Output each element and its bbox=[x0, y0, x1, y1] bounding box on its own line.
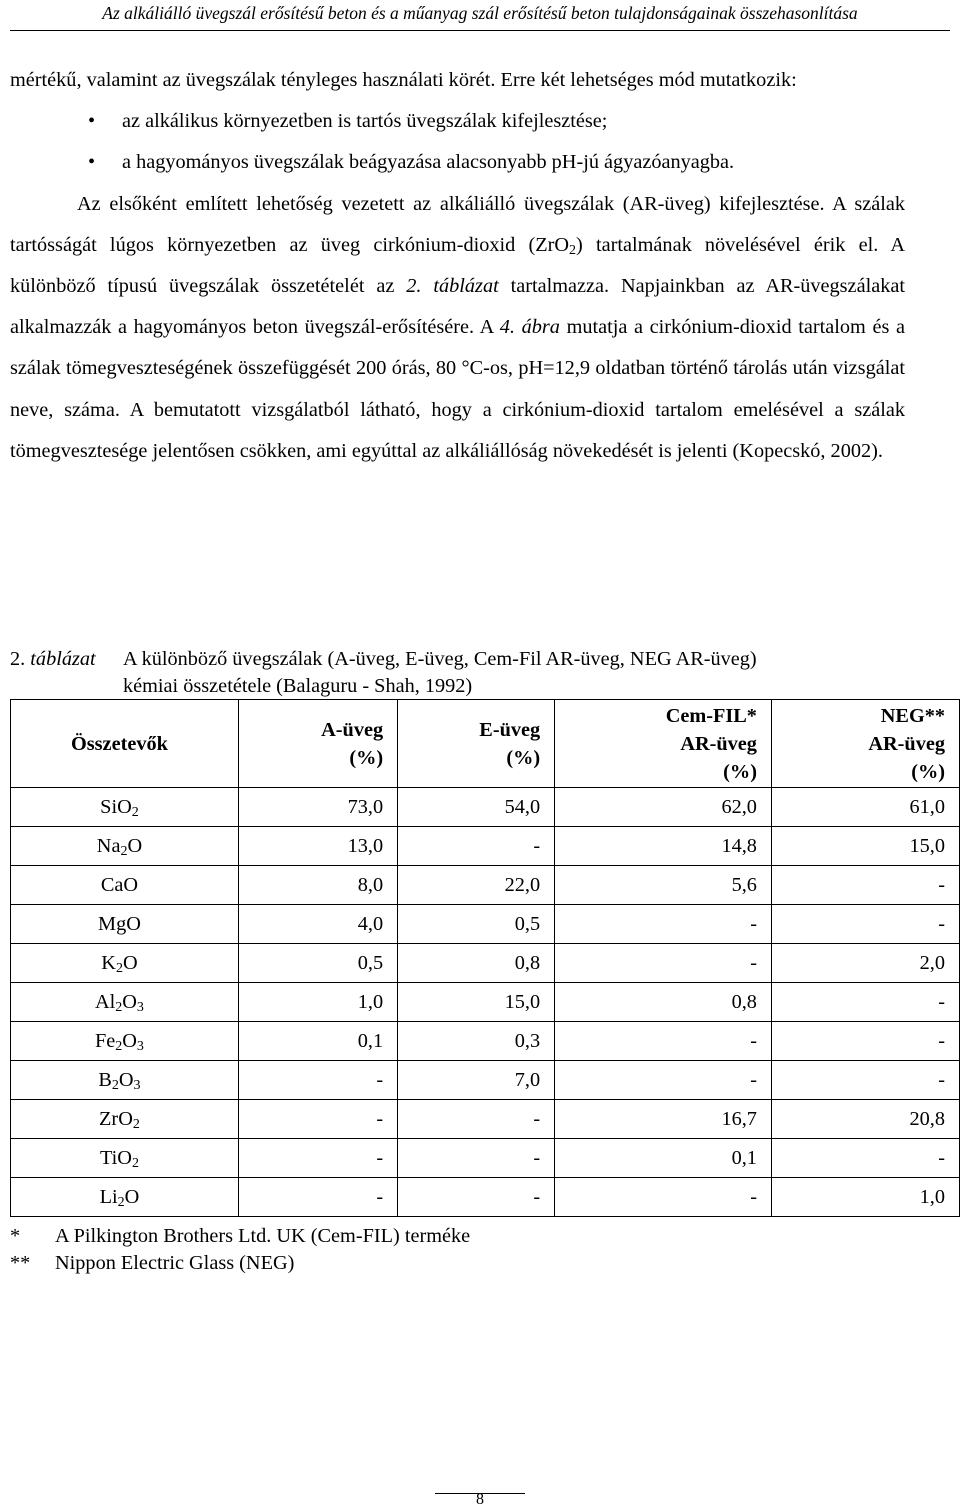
formula-part: ZrO bbox=[99, 1107, 133, 1130]
formula-part: 3 bbox=[136, 999, 144, 1015]
table-caption bbox=[10, 646, 920, 700]
bullet-icon: • bbox=[88, 110, 96, 133]
value-cell: - bbox=[771, 1139, 959, 1178]
formula-part: 2 bbox=[131, 804, 139, 820]
table-row bbox=[11, 1178, 960, 1217]
value-cell: 0,5 bbox=[238, 944, 397, 983]
formula-part: B bbox=[98, 1068, 112, 1091]
paragraph-2-part-a: Az elsőként említett lehetőség vezetett az alkáliálló üvegszálak (AR-üveg) kifejlesztése. A szálak tartósságát lúgos környezetben az üveg cirkónium-dioxid (ZrO bbox=[10, 192, 905, 256]
value-cell: 1,0 bbox=[238, 983, 397, 1022]
table-reference: 2. táblázat bbox=[406, 275, 499, 298]
bullet-text: a hagyományos üvegszálak beágyazása alacsonyabb pH-jú ágyazóanyagba. bbox=[122, 151, 735, 174]
paragraph-1: mértékű, valamint az üvegszálak tényleges használati körét. Erre két lehetséges mód mutatkozik: bbox=[10, 69, 797, 91]
caption-text-1: A különböző üvegszálak (A-üveg, E-üveg, Cem-Fil AR-üveg, NEG AR-üveg) bbox=[123, 648, 757, 670]
value-cell: 8,0 bbox=[238, 866, 397, 905]
subscript: 2 bbox=[569, 242, 577, 258]
value-cell: - bbox=[555, 1022, 772, 1061]
footnote-mark: * bbox=[10, 1225, 21, 1247]
formula-part: 2 bbox=[120, 843, 128, 859]
value-cell: - bbox=[771, 866, 959, 905]
component-cell bbox=[11, 1022, 239, 1061]
table-row bbox=[11, 1061, 960, 1100]
value-cell: - bbox=[238, 1178, 397, 1217]
value-cell: 16,7 bbox=[555, 1100, 772, 1139]
component-cell bbox=[11, 944, 239, 983]
component-cell bbox=[11, 1100, 239, 1139]
header-cell-component: Összetevők bbox=[11, 700, 239, 788]
value-cell: 14,8 bbox=[555, 827, 772, 866]
value-cell: 2,0 bbox=[771, 944, 959, 983]
value-cell: 5,6 bbox=[555, 866, 772, 905]
value-cell: 73,0 bbox=[238, 788, 397, 827]
formula-part: 2 bbox=[115, 999, 123, 1015]
bullet-text: az alkálikus környezetben is tartós üvegszálak kifejlesztése; bbox=[122, 110, 608, 133]
header-cell-a-glass: A-üveg (%) bbox=[238, 700, 397, 788]
value-cell: 0,8 bbox=[555, 983, 772, 1022]
value-cell: - bbox=[398, 1139, 555, 1178]
component-cell bbox=[11, 1061, 239, 1100]
formula-part: SiO bbox=[100, 795, 132, 818]
formula-part: Na bbox=[96, 834, 121, 857]
bullet-icon: • bbox=[88, 151, 96, 174]
value-cell: - bbox=[555, 905, 772, 944]
header-cell-cem-fil: Cem-FIL* AR-üveg (%) bbox=[555, 700, 772, 788]
value-cell: - bbox=[398, 827, 555, 866]
paragraph-2 bbox=[10, 184, 905, 472]
footnote bbox=[10, 1250, 470, 1277]
value-cell: 0,1 bbox=[555, 1139, 772, 1178]
value-cell: 15,0 bbox=[771, 827, 959, 866]
formula-part: O bbox=[122, 951, 138, 974]
formula-part: 2 bbox=[131, 1155, 139, 1171]
table-row bbox=[11, 1139, 960, 1178]
footnote-mark: ** bbox=[10, 1252, 31, 1274]
value-cell: 54,0 bbox=[398, 788, 555, 827]
caption-text-2: kémiai összetétele (Balaguru - Shah, 1992) bbox=[123, 675, 473, 697]
value-cell: 20,8 bbox=[771, 1100, 959, 1139]
component-cell bbox=[11, 983, 239, 1022]
component-cell bbox=[11, 827, 239, 866]
paragraph-2-part-c: tartalmazza. Napjainkban az AR-üvegszálakat alkalmazzák a hagyományos beton üvegszál-erősítésére. A bbox=[10, 275, 905, 339]
formula-part: MgO bbox=[98, 912, 141, 935]
caption-label bbox=[10, 646, 123, 673]
value-cell: - bbox=[555, 1178, 772, 1217]
formula-part: TiO bbox=[99, 1146, 132, 1169]
formula-part: 2 bbox=[115, 1038, 123, 1054]
header-cell-e-glass: E-üveg (%) bbox=[398, 700, 555, 788]
value-cell: - bbox=[398, 1100, 555, 1139]
list-item bbox=[10, 101, 905, 142]
table-row bbox=[11, 788, 960, 827]
list-item bbox=[10, 142, 905, 183]
footnotes bbox=[10, 1223, 470, 1277]
composition-table bbox=[10, 699, 960, 1217]
footnote-text: Nippon Electric Glass (NEG) bbox=[55, 1252, 295, 1274]
value-cell: - bbox=[238, 1061, 397, 1100]
value-cell: 13,0 bbox=[238, 827, 397, 866]
formula-part: O bbox=[122, 990, 137, 1013]
value-cell: 0,5 bbox=[398, 905, 555, 944]
caption-number: 2. bbox=[10, 648, 26, 670]
value-cell: - bbox=[771, 905, 959, 944]
formula-part: 2 bbox=[115, 960, 123, 976]
formula-part: 2 bbox=[111, 1077, 119, 1093]
table-row bbox=[11, 944, 960, 983]
value-cell: 0,3 bbox=[398, 1022, 555, 1061]
value-cell: 62,0 bbox=[555, 788, 772, 827]
value-cell: - bbox=[555, 1061, 772, 1100]
body-text bbox=[10, 60, 905, 472]
value-cell: 22,0 bbox=[398, 866, 555, 905]
value-cell: - bbox=[398, 1178, 555, 1217]
table-row bbox=[11, 866, 960, 905]
value-cell: 1,0 bbox=[771, 1178, 959, 1217]
table-row bbox=[11, 827, 960, 866]
component-cell bbox=[11, 866, 239, 905]
formula-part: O bbox=[118, 1068, 134, 1091]
page-number bbox=[435, 1493, 525, 1509]
value-cell: - bbox=[238, 1100, 397, 1139]
component-cell bbox=[11, 1139, 239, 1178]
formula-part: O bbox=[127, 834, 143, 857]
table-row bbox=[11, 1022, 960, 1061]
formula-part: 2 bbox=[117, 1194, 125, 1210]
component-cell bbox=[11, 905, 239, 944]
formula-part: Al bbox=[94, 990, 116, 1013]
paragraph-2-part-b: ) tartalmának növelésével érik el. A különböző típusú üvegszálak összetételét az bbox=[10, 233, 905, 298]
table-row bbox=[11, 1100, 960, 1139]
value-cell: - bbox=[555, 944, 772, 983]
caption-word: táblázat bbox=[30, 648, 96, 670]
formula-part: Li bbox=[99, 1185, 118, 1208]
component-cell bbox=[11, 1178, 239, 1217]
formula-part: K bbox=[101, 951, 116, 974]
running-title: Az alkáliálló üvegszál erősítésű beton és a műanyag szál erősítésű beton tulajdonságainak összehasonlítása bbox=[102, 3, 858, 23]
formula-part: 3 bbox=[133, 1077, 141, 1093]
table-row bbox=[11, 905, 960, 944]
formula-part: Fe bbox=[94, 1029, 116, 1052]
footnote-text: A Pilkington Brothers Ltd. UK (Cem-FIL) terméke bbox=[55, 1225, 471, 1247]
paragraph-2-part-d: mutatja a cirkónium-dioxid tartalom és a szálak tömegveszteségének összefüggését 200 órás, 80 °C-os, pH=12,9 oldatban történő tárolás után vizsgálat neve, száma. A bemutatott vizsgálatból látható, hogy a cirkónium-dioxid tartalom emelésével a szálak tömegvesztesége jelentősen csökken, ami egyúttal az alkáliállóság növekedését is jelenti (Kopecskó, 2002). bbox=[10, 316, 905, 462]
value-cell: 4,0 bbox=[238, 905, 397, 944]
table-header-row bbox=[11, 700, 960, 788]
figure-reference: 4. ábra bbox=[499, 316, 560, 339]
formula-part: CaO bbox=[100, 873, 139, 896]
value-cell: 0,8 bbox=[398, 944, 555, 983]
running-header bbox=[10, 0, 950, 31]
formula-part: 2 bbox=[132, 1116, 140, 1132]
caption-line-1 bbox=[10, 646, 920, 673]
footnote bbox=[10, 1223, 470, 1250]
value-cell: 7,0 bbox=[398, 1061, 555, 1100]
formula-part: 3 bbox=[136, 1038, 144, 1054]
header-cell-neg: NEG** AR-üveg (%) bbox=[771, 700, 959, 788]
value-cell: - bbox=[771, 1061, 959, 1100]
value-cell: - bbox=[771, 983, 959, 1022]
value-cell: - bbox=[238, 1139, 397, 1178]
value-cell: - bbox=[771, 1022, 959, 1061]
table-row bbox=[11, 983, 960, 1022]
formula-part: O bbox=[122, 1029, 137, 1052]
bullet-list bbox=[10, 101, 905, 183]
value-cell: 0,1 bbox=[238, 1022, 397, 1061]
formula-part: O bbox=[124, 1185, 140, 1208]
component-cell bbox=[11, 788, 239, 827]
value-cell: 61,0 bbox=[771, 788, 959, 827]
value-cell: 15,0 bbox=[398, 983, 555, 1022]
page-number-text: 8 bbox=[476, 1491, 484, 1508]
